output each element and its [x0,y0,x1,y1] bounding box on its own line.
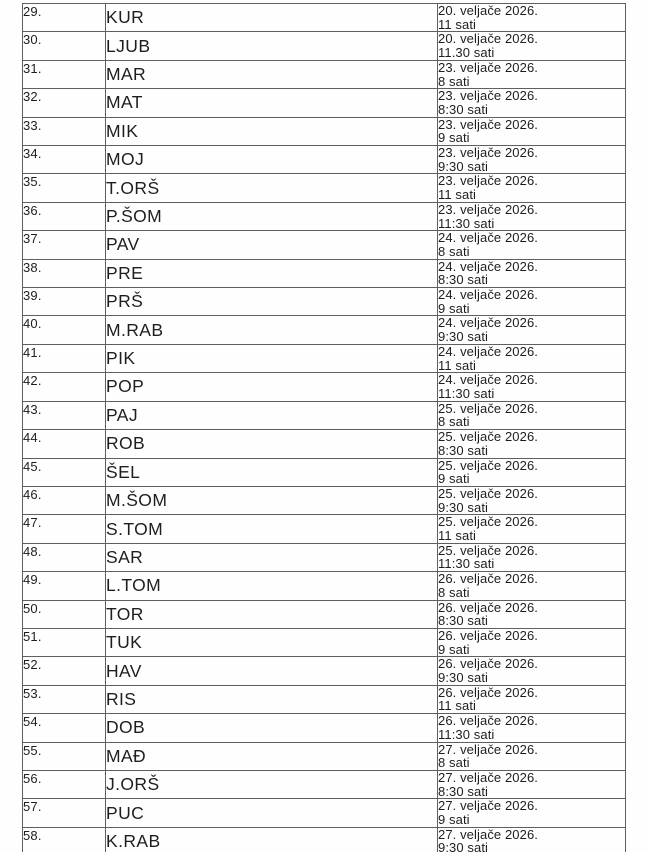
row-number: 56. [23,770,42,786]
row-number: 32. [23,89,42,105]
datetime-cell [438,89,626,117]
candidate-code-cell [106,401,438,429]
schedule-row [23,685,626,713]
row-number: 30. [23,32,42,48]
row-number-cell [23,146,106,174]
row-number: 52. [23,657,42,673]
schedule-row [23,32,626,60]
date-text: 26. veljače 2026. [438,628,538,643]
candidate-code-cell [106,259,438,287]
date-text: 25. veljače 2026. [438,514,538,530]
candidate-code-cell [106,373,438,401]
row-number-cell [23,316,106,344]
date-text: 23. veljače 2026. [438,145,538,161]
candidate-code-cell [106,60,438,88]
schedule-row [23,430,626,458]
datetime-cell [438,543,626,571]
time-text: 8 sati [438,755,470,771]
time-text: 9 sati [438,471,470,487]
candidate-code: MAT [106,92,143,113]
datetime-cell [438,288,626,316]
candidate-code-cell [106,600,438,628]
date-text: 23. veljače 2026. [438,88,538,104]
datetime-cell [438,572,626,600]
date-text: 24. veljače 2026. [438,259,538,274]
time-text: 9:30 sati [438,158,489,174]
row-number: 50. [23,600,42,616]
row-number: 37. [23,231,42,247]
date-text: 27. veljače 2026. [438,770,538,785]
date-text: 24. veljače 2026. [438,372,538,388]
row-number: 51. [23,628,42,644]
datetime-cell [438,714,626,742]
candidate-code: MAR [106,64,147,85]
time-text: 8:30 sati [438,101,489,117]
candidate-code: MOJ [106,149,145,170]
row-number: 33. [23,117,42,133]
candidate-code-cell [106,117,438,145]
schedule-row [23,827,626,852]
date-text: 25. veljače 2026. [438,486,538,501]
candidate-code-cell [106,714,438,742]
datetime-cell [438,799,626,827]
datetime-cell [438,174,626,202]
schedule-row [23,799,626,827]
candidate-code: M.ŠOM [106,490,168,511]
date-text: 27. veljače 2026. [438,827,538,842]
time-text: 8:30 sati [438,272,489,288]
time-text: 11 sati [438,357,477,373]
schedule-row [23,344,626,372]
candidate-code-cell [106,458,438,486]
date-text: 26. veljače 2026. [438,685,538,700]
row-number: 48. [23,543,42,559]
date-text: 24. veljače 2026. [438,315,538,331]
date-text: 25. veljače 2026. [438,458,538,473]
row-number-cell [23,685,106,713]
time-text: 8 sati [438,584,470,600]
schedule-row [23,60,626,88]
row-number-cell [23,600,106,628]
time-text: 8 sati [438,73,470,89]
date-text: 26. veljače 2026. [438,656,538,672]
datetime-cell [438,827,626,852]
schedule-row [23,117,626,145]
row-number: 54. [23,714,42,730]
time-text: 9:30 sati [438,329,489,345]
candidate-code-cell [106,770,438,798]
datetime-cell [438,486,626,514]
row-number-cell [23,89,106,117]
time-text: 11.30 sati [438,45,495,61]
schedule-row [23,628,626,656]
candidate-code: PAJ [106,404,138,425]
candidate-code-cell [106,202,438,230]
schedule-row [23,543,626,571]
datetime-cell [438,60,626,88]
row-number: 57. [23,799,42,815]
schedule-table-body [23,4,626,852]
candidate-code-cell [106,89,438,117]
candidate-code-cell [106,146,438,174]
datetime-cell [438,657,626,685]
row-number-cell [23,742,106,770]
candidate-code: PUC [106,802,145,823]
datetime-cell [438,770,626,798]
time-text: 9 sati [438,641,470,657]
date-text: 24. veljače 2026. [438,344,538,359]
row-number-cell [23,628,106,656]
candidate-code: HAV [106,660,142,681]
datetime-cell [438,430,626,458]
row-number-cell [23,4,106,32]
row-number: 35. [23,174,42,190]
candidate-code: ROB [106,433,146,454]
row-number-cell [23,231,106,259]
datetime-cell [438,600,626,628]
datetime-cell [438,202,626,230]
candidate-code-cell [106,628,438,656]
candidate-code: POP [106,376,145,397]
candidate-code: PIK [106,348,136,369]
schedule-row [23,4,626,32]
row-number: 45. [23,458,42,474]
candidate-code-cell [106,174,438,202]
candidate-code: SAR [106,546,144,567]
row-number-cell [23,458,106,486]
schedule-row [23,288,626,316]
datetime-cell [438,685,626,713]
candidate-code: M.RAB [106,319,164,340]
time-text: 9 sati [438,300,470,316]
time-text: 8:30 sati [438,783,489,799]
candidate-code-cell [106,515,438,543]
time-text: 8:30 sati [438,442,489,458]
time-text: 8 sati [438,243,470,259]
candidate-code: L.TOM [106,575,162,596]
row-number-cell [23,344,106,372]
row-number: 38. [23,259,42,275]
candidate-code: KUR [106,7,145,28]
date-text: 23. veljače 2026. [438,60,538,75]
time-text: 8:30 sati [438,613,489,629]
candidate-code: TUK [106,632,143,653]
schedule-row [23,89,626,117]
candidate-code-cell [106,344,438,372]
row-number-cell [23,515,106,543]
schedule-row [23,714,626,742]
schedule-row [23,600,626,628]
date-text: 26. veljače 2026. [438,571,538,587]
row-number-cell [23,827,106,852]
candidate-code-cell [106,32,438,60]
row-number-cell [23,288,106,316]
datetime-cell [438,401,626,429]
row-number: 31. [23,60,42,76]
candidate-code-cell [106,231,438,259]
row-number: 34. [23,146,42,162]
date-text: 24. veljače 2026. [438,287,538,303]
time-text: 9:30 sati [438,670,489,686]
date-text: 27. veljače 2026. [438,742,538,757]
candidate-code: MAĐ [106,745,147,766]
date-text: 23. veljače 2026. [438,173,538,189]
datetime-cell [438,344,626,372]
row-number-cell [23,259,106,287]
row-number-cell [23,174,106,202]
candidate-code: P.ŠOM [106,206,163,227]
date-text: 25. veljače 2026. [438,429,538,445]
row-number: 46. [23,486,42,502]
date-text: 20. veljače 2026. [438,31,538,47]
schedule-row [23,770,626,798]
datetime-cell [438,373,626,401]
row-number-cell [23,714,106,742]
schedule-row [23,146,626,174]
datetime-cell [438,316,626,344]
schedule-row [23,174,626,202]
datetime-cell [438,4,626,32]
time-text: 9:30 sati [438,840,489,852]
date-text: 26. veljače 2026. [438,713,538,729]
candidate-code-cell [106,288,438,316]
candidate-code-cell [106,316,438,344]
row-number-cell [23,543,106,571]
time-text: 8 sati [438,414,470,430]
candidate-code: K.RAB [106,830,161,851]
candidate-code-cell [106,827,438,852]
schedule-row [23,202,626,230]
datetime-cell [438,742,626,770]
time-text: 11:30 sati [438,215,495,231]
datetime-cell [438,515,626,543]
row-number: 55. [23,742,42,758]
row-number-cell [23,799,106,827]
candidate-code-cell [106,4,438,32]
date-text: 24. veljače 2026. [438,230,538,246]
row-number-cell [23,572,106,600]
time-text: 11:30 sati [438,385,495,401]
candidate-code-cell [106,685,438,713]
candidate-code: PRŠ [106,291,144,312]
candidate-code: MIK [106,120,139,141]
row-number: 47. [23,515,42,531]
row-number: 41. [23,344,42,360]
datetime-cell [438,32,626,60]
schedule-row [23,231,626,259]
datetime-cell [438,146,626,174]
datetime-cell [438,628,626,656]
row-number-cell [23,770,106,798]
time-text: 11 sati [438,698,477,714]
candidate-code-cell [106,799,438,827]
schedule-row [23,458,626,486]
candidate-code-cell [106,657,438,685]
row-number: 29. [23,4,42,19]
candidate-code: ŠEL [106,461,141,482]
row-number-cell [23,486,106,514]
row-number: 43. [23,401,42,417]
datetime-cell [438,458,626,486]
time-text: 11 sati [438,528,477,544]
date-text: 25. veljače 2026. [438,543,538,558]
schedule-row [23,572,626,600]
datetime-cell [438,231,626,259]
row-number-cell [23,60,106,88]
date-text: 23. veljače 2026. [438,202,538,217]
row-number: 42. [23,373,42,389]
candidate-code-cell [106,486,438,514]
candidate-code: TOR [106,603,144,624]
schedule-row [23,259,626,287]
candidate-code: PRE [106,262,144,283]
row-number: 53. [23,685,42,701]
row-number-cell [23,657,106,685]
schedule-row [23,486,626,514]
time-text: 11 sati [438,16,477,32]
row-number-cell [23,373,106,401]
candidate-code-cell [106,572,438,600]
schedule-row [23,657,626,685]
datetime-cell [438,117,626,145]
time-text: 11:30 sati [438,726,495,742]
candidate-code-cell [106,742,438,770]
row-number: 49. [23,572,42,588]
row-number-cell [23,202,106,230]
row-number-cell [23,401,106,429]
row-number: 39. [23,288,42,304]
row-number-cell [23,32,106,60]
time-text: 9 sati [438,130,470,146]
time-text: 11 sati [438,187,477,203]
candidate-code: DOB [106,717,146,738]
candidate-code: LJUB [106,35,151,56]
time-text: 9:30 sati [438,499,489,515]
candidate-code: PAV [106,234,140,255]
time-text: 9 sati [438,812,470,828]
date-text: 20. veljače 2026. [438,3,538,18]
date-text: 23. veljače 2026. [438,117,538,132]
date-text: 27. veljače 2026. [438,798,538,814]
datetime-cell [438,259,626,287]
schedule-table [22,3,626,852]
candidate-code: J.ORŠ [106,774,160,795]
row-number: 40. [23,316,42,332]
candidate-code-cell [106,430,438,458]
candidate-code: RIS [106,688,137,709]
date-text: 25. veljače 2026. [438,401,538,416]
row-number: 44. [23,430,42,446]
row-number-cell [23,430,106,458]
schedule-row [23,373,626,401]
candidate-code-cell [106,543,438,571]
schedule-row [23,515,626,543]
schedule-row [23,401,626,429]
time-text: 11:30 sati [438,556,495,572]
date-text: 26. veljače 2026. [438,600,538,615]
candidate-code: S.TOM [106,518,164,539]
row-number: 36. [23,202,42,218]
row-number: 58. [23,827,42,843]
candidate-code: T.ORŠ [106,177,160,198]
schedule-row [23,742,626,770]
schedule-row [23,316,626,344]
row-number-cell [23,117,106,145]
